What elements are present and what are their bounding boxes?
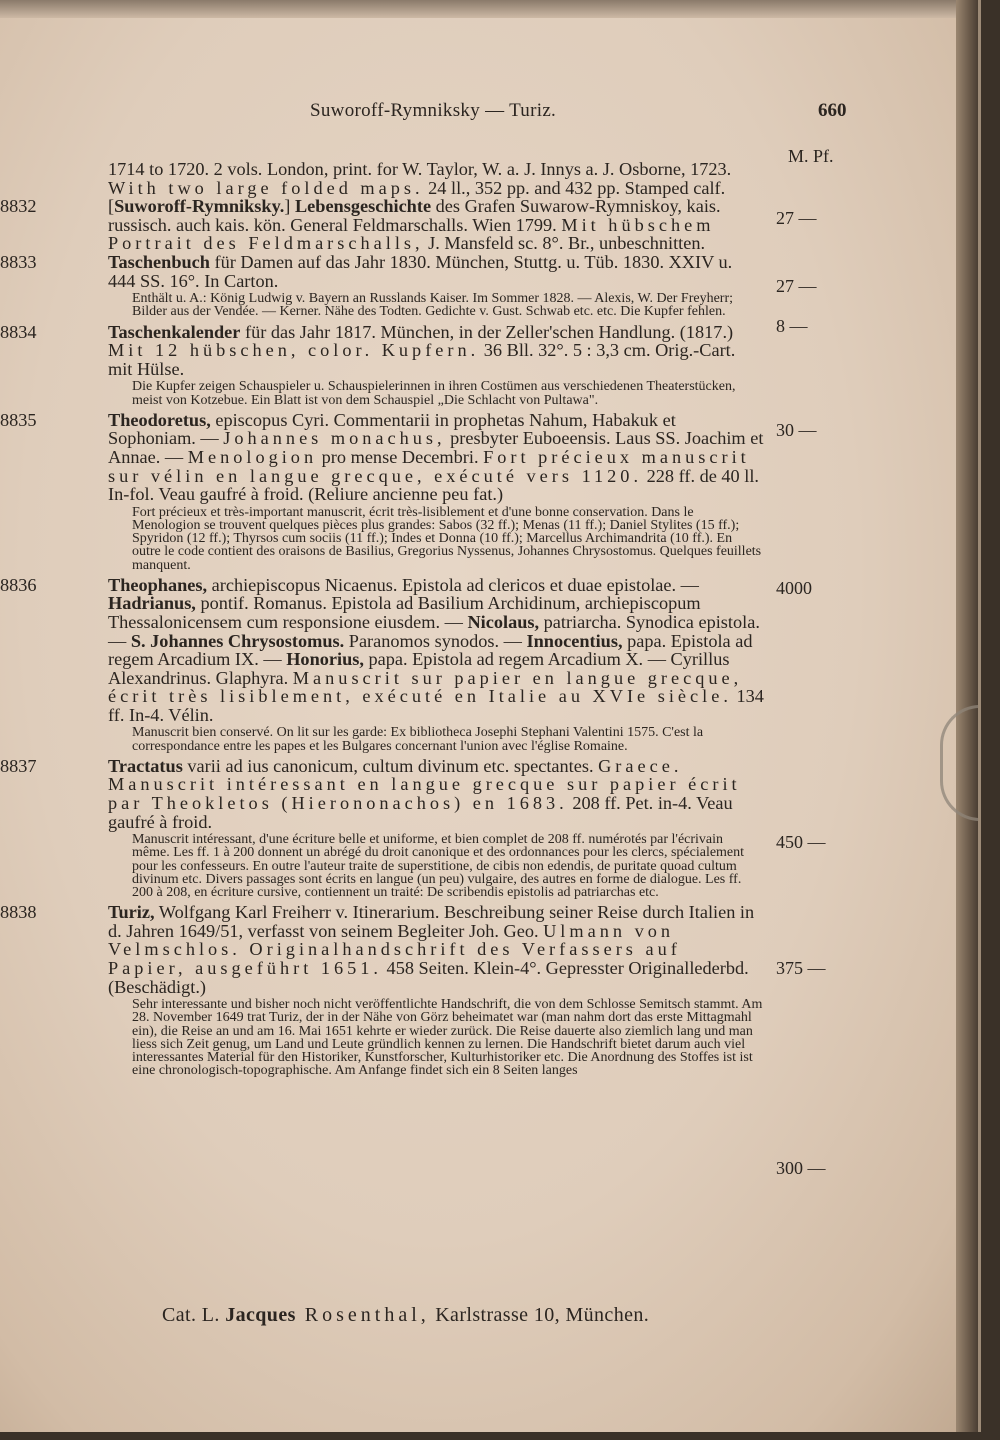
- spaced-text: Fort précieux manuscrit sur vélin en langue grecque, exécuté vers 1120.: [108, 446, 750, 486]
- spaced-text: Johannes monachus,: [223, 428, 446, 449]
- bold-heading: Lebensgeschichte: [294, 196, 432, 217]
- entry-text: pontif. Romanus. Epistola ad Basilium Archidinum, archiepiscopum Thessalonicensem cum responsione eiusdem. —: [108, 593, 701, 632]
- entry-text: des Grafen Suwarow-Rymniskoy, kais. russisch. auch kais. kön. General Feldmarschalls. Wien 1799.: [108, 196, 721, 235]
- bold-heading: Theodoretus,: [108, 409, 211, 430]
- bold-heading: Taschenkalender: [108, 321, 241, 342]
- entry-text: [: [108, 196, 115, 217]
- entry-note: Die Kupfer zeigen Schauspieler u. Schauspielerinnen in ihren Costümen aus verschiedenen Theaterstücken, meist von Kotzebue. Ein Blatt ist von dem Schauspiel „Die Schlacht von Pultawa".: [132, 379, 736, 408]
- price-value: 8 —: [776, 316, 808, 336]
- entry-description: [52, 903, 764, 996]
- entry-text: archiepiscopus Nicaenus. Epistola ad clericos et duae epistolae. —: [207, 574, 699, 595]
- entry-description: [52, 197, 764, 253]
- catalog-entry: [0, 321, 764, 408]
- entry-note: Manuscrit intéressant, d'une écriture belle et uniforme, et bien complet de 208 ff. numérotés par l'écrivain même. Les ff. 1 à 200 donnent un abrégé du droit canonique et des ordonnances pour les clercs, spécialement pour les confesseurs. En outre l'auteur traite de superstitione, de cibis non edendis, de puritate quoad cultum divinum etc. Divers passages sont écrits en langue (un peu) vulgaire, des autres en forme de dialogue. Les ff. 200 à 208, en écriture cursive, contiennent un traité: De scribendis epistolis ad patriarchas etc.: [132, 832, 745, 901]
- spaced-text: Graece. Manuscrit intéressant en langue grecque sur papier écrit par Theokletos (Hierononachos) en 1683.: [108, 755, 741, 814]
- paper-clip-mark: [940, 705, 981, 821]
- lot-number: 8836: [0, 574, 37, 595]
- bold-heading: Hadrianus,: [108, 593, 196, 614]
- bold-heading: Turiz,: [108, 902, 155, 923]
- bold-heading: S. Johannes Chrysostomus.: [130, 630, 345, 651]
- entry-description: [52, 253, 764, 290]
- price-value: 4000: [776, 578, 812, 598]
- bold-heading: Suworoff-Rymniksky.: [114, 196, 285, 217]
- lot-number: 8834: [0, 321, 37, 342]
- price-value: 300 —: [776, 1158, 826, 1178]
- catalog-footer: Cat. L. Jacques Rosenthal, Karlstrasse 10, München.: [162, 1304, 650, 1326]
- entry-note: Enthält u. A.: König Ludwig v. Bayern an Russlands Kaiser. Im Sommer 1828. — Alexis, W. Der Freyherr; Bilder aus der Vendée. — Kerner. Nähe des Todten. Gedichte v. Gust. Schwab etc. etc. Die Kupfer fehlen.: [132, 291, 734, 320]
- bold-heading: Honorius,: [286, 649, 364, 670]
- lot-number: 8837: [0, 755, 37, 776]
- price-value: 375 —: [776, 958, 826, 978]
- continued-entry: 1714 to 1720. 2 vols. London, print. for W. Taylor, W. a. J. Innys a. J. Osborne, 1723. With two large folded maps. 24 ll., 352 pp. and 432 pp. Stamped calf.: [108, 159, 732, 198]
- catalog-entry: [0, 902, 764, 1079]
- entry-text: papa. Epistola ad regem Arcadium X. — Cyrillus Alexandrinus. Glaphyra.: [108, 649, 730, 688]
- catalog-entry: [0, 409, 764, 573]
- entry-text: papa. Epistola ad regem Arcadium IX. —: [108, 630, 753, 670]
- bold-heading: Nicolaus,: [467, 611, 540, 632]
- lot-number: 8833: [0, 251, 37, 272]
- entry-description: [52, 411, 764, 504]
- lot-number: 8832: [0, 196, 37, 217]
- spaced-text: Ulmann von Velmschlos. Originalhandschrift des Verfassers auf Papier, ausgeführt 1651.: [108, 920, 681, 979]
- entry-text: für Damen auf das Jahr 1830. München, Stuttg. u. Tüb. 1830. XXIV u. 444 SS. 16°. In Carton.: [108, 251, 733, 291]
- catalog-content: [0, 159, 764, 1081]
- price-value: 30 —: [776, 420, 817, 440]
- entry-text: für das Jahr 1817. München, in der Zeller'schen Handlung. (1817.): [240, 321, 734, 342]
- entry-text: pro mense Decembri.: [317, 446, 484, 467]
- catalog-entry: [0, 196, 764, 254]
- price-column-header: M. Pf.: [788, 146, 834, 166]
- bold-heading: Theophanes,: [108, 574, 208, 595]
- entry-text: 36 Bll. 32°. 5 : 3,3 cm. Orig.-Cart. mit Hülse.: [108, 340, 736, 379]
- entry-text: presbyter Euboeensis. Laus SS. Joachim et Annae. —: [108, 428, 764, 467]
- running-header: [0, 100, 978, 130]
- entry-text: Wolfgang Karl Freiherr v. Itinerarium. Beschreibung seiner Reise durch Italien in d. Jahren 1649/51, verfasst von seinem Begleiter Joh. Geo.: [108, 902, 755, 941]
- bold-heading: Innocentius,: [526, 630, 623, 651]
- lot-number: 8838: [0, 902, 37, 923]
- entries-list: [0, 196, 764, 1079]
- entry-note: Fort précieux et très-important manuscrit, écrit très-lisiblement et d'une bonne conservation. Dans le Menologion se trouvent quelques pièces plus grandes: Sabos (32 ff.); Menas (11 ff.); Daniel Stylites (15 ff.); Spyridon (12 ff.); Thyrsos cum sociis (11 ff.); Indes et Donna (10 ff.); Marcellus Archimandrita (10 ff.). En outre le code contient des oraisons de Basilius, Gregorius Nyssenus, Johannes Chrysostomus. Quelques feuillets manquent.: [132, 504, 762, 573]
- entry-text: varii ad ius canonicum, cultum divinum etc. spectantes.: [182, 755, 599, 776]
- catalog-entry: [0, 574, 764, 754]
- entry-text: 228 ff. de 40 ll. In-fol. Veau gaufré à froid. (Reliure ancienne peu fat.): [108, 465, 759, 505]
- page-top-edge: [0, 0, 978, 18]
- price-value: 27 —: [776, 208, 817, 228]
- catalog-entry: [0, 251, 764, 320]
- entry-note: Manuscrit bien conservé. On lit sur les garde: Ex bibliotheca Josephi Stephani Valentini 1575. C'est la correspondance entre les papes et les Bulgares concernant l'union avec l'église Romaine.: [132, 725, 704, 754]
- entry-text: J. Mansfeld sc. 8°. Br., unbeschnitten.: [423, 233, 706, 254]
- price-value: 27 —: [776, 276, 817, 296]
- bold-heading: Tractatus: [108, 755, 183, 776]
- spaced-text: Manuscrit sur papier en langue grecque, écrit très lisiblement, exécuté en Italie au XVIe siècle.: [108, 667, 743, 707]
- entry-text: 208 ff. Pet. in-4. Veau gaufré à froid.: [108, 793, 733, 832]
- entry-description: [52, 576, 764, 725]
- entry-description: [52, 757, 764, 831]
- catalog-entry: [0, 755, 764, 901]
- entry-note: Sehr interessante und bisher noch nicht veröffentlichte Handschrift, die von dem Schlosse Semitsch stammt. Am 28. November 1649 trat Turiz, der in der Nähe von Görz beheimatet war (man nahm dort das erste Mittagmahl ein), die Reise an und am 16. Mai 1651 kehrte er wieder zurück. Die Reise dauerte also ziemlich lang und man liess sich Zeit genug, um Land und Leute gründlich kennen zu lernen. Die Handschrift bietet darum auch viel interessantes Material für den Historiker, Kunstforscher, Kulturhistoriker etc. Die Anordnung des Stoffes ist ist eine chronologisch-topographische. Am Anfange findet sich ein 8 Seiten langes: [132, 997, 763, 1079]
- spaced-text: Menologion: [187, 446, 318, 467]
- running-title: Suworoff-Rymniksky — Turiz.: [310, 100, 557, 121]
- spaced-text: Mit hübschem Portrait des Feldmarschalls,: [108, 214, 715, 254]
- entry-description: [52, 323, 764, 379]
- entry-text: episcopus Cyri. Commentarii in prophetas Nahum, Habakuk et Sophoniam. —: [108, 409, 676, 449]
- entry-text: ]: [284, 196, 295, 217]
- entry-text: Paranomos synodos. —: [344, 630, 527, 651]
- lot-number: 8835: [0, 409, 37, 430]
- page-number: 660: [818, 100, 847, 121]
- spaced-text: Mit 12 hübschen, color. Kupfern.: [108, 340, 480, 361]
- entry-text: patriarcha. Synodica epistola. —: [108, 611, 760, 651]
- price-value: 450 —: [776, 832, 826, 852]
- entry-text: 134 ff. In-4. Vélin.: [108, 686, 764, 725]
- bold-heading: Taschenbuch: [108, 251, 210, 272]
- entry-text: 458 Seiten. Klein-4°. Gepresster Originallederbd. (Beschädigt.): [108, 958, 749, 997]
